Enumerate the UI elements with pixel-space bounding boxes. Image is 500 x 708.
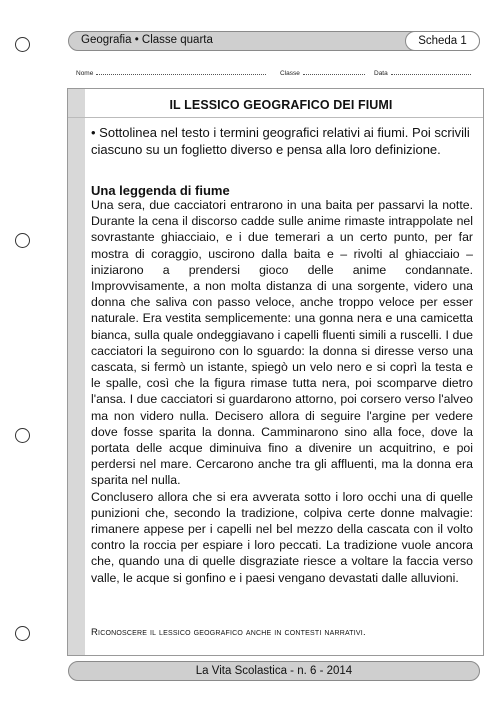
sheet-number-badge: Scheda 1 (405, 31, 480, 51)
story-title: Una leggenda di fiume (91, 183, 230, 198)
class-label: Classe (280, 70, 300, 77)
date-label: Data (374, 70, 388, 77)
story-paragraph-2: Conclusero allora che si era avverata sotto i loro occhi una di quelle punizioni che, secondo la tradizione, colpiva certe donne malvagie: rimanere appese per i capelli nel bel mezzo della cascata con il volto contro la roccia per espiare i loro peccati. La tradizione vuole ancora che, quando una di quelle disgraziate riesce a voltare la faccia verso valle, le acque si gonfino e i paesi vengano devastati dalle alluvioni. (91, 489, 473, 585)
name-field[interactable] (76, 68, 266, 77)
worksheet-content (87, 89, 475, 655)
header-bar (68, 31, 480, 51)
title-divider (68, 117, 483, 118)
story-text (91, 197, 473, 586)
date-field[interactable] (374, 68, 471, 77)
binder-hole-top (15, 37, 30, 52)
learning-objective: Riconoscere il lessico geografico anche in contesti narrativi. (91, 627, 366, 638)
name-label: Nome (76, 70, 94, 77)
header-subject: Geografia • Classe quarta (81, 34, 213, 46)
worksheet-box (67, 88, 484, 656)
footer-bar: La Vita Scolastica - n. 6 - 2014 (68, 661, 480, 681)
class-field[interactable] (280, 68, 365, 77)
instruction-text: • Sottolinea nel testo i termini geografici relativi ai fiumi. Poi scrivili ciascuno su un foglietto diverso e pensa alla loro definizione. (91, 125, 470, 157)
side-band (68, 89, 85, 655)
binder-hole-middle (15, 233, 30, 248)
binder-hole-bottom (15, 626, 30, 641)
binder-hole-lower (15, 428, 30, 443)
worksheet-title: IL LESSICO GEOGRAFICO DEI FIUMI (169, 98, 393, 112)
student-fields (76, 68, 476, 80)
story-paragraph-1: Una sera, due cacciatori entrarono in una baita per passarvi la notte. Durante la cena il discorso cadde sulle anime rimaste intrappolate nel sovrastante ghiacciaio, e i due temerari a un certo punto, per far mostra di coraggio, uscirono dalla baita e – rivolti al ghiacciaio – iniziarono a prendersi gioco delle anime condannate. Improvvisamente, a non molta distanza di una sorgente, videro una donna che saliva con passo veloce, anche troppo veloce per esser naturale. Era vestita semplicemente: una gonna nera e una camicetta bianca, sulla quale ondeggiavano i capelli fluenti simili a ruscelli. I due cacciatori la seguirono con lo sguardo: la donna si diresse verso una cascata, si fermò un istante, spiegò un velo nero e si coprì la testa e le spalle, così che la figura rimase tutta nera, poi scomparve dietro l'ansa. I due cacciatori si guardarono attorno, poi corsero verso l'alveo ma non videro nulla. Decisero allora di seguire l'argine per vedere dove fosse sparita la donna. Camminarono sino alla foce, dove la portata delle acque diminuiva fino a divenire un acquitrino, e poi perdersi nel mare. Cercarono anche tra gli affluenti, ma la donna era sparita nel nulla. (91, 198, 473, 488)
